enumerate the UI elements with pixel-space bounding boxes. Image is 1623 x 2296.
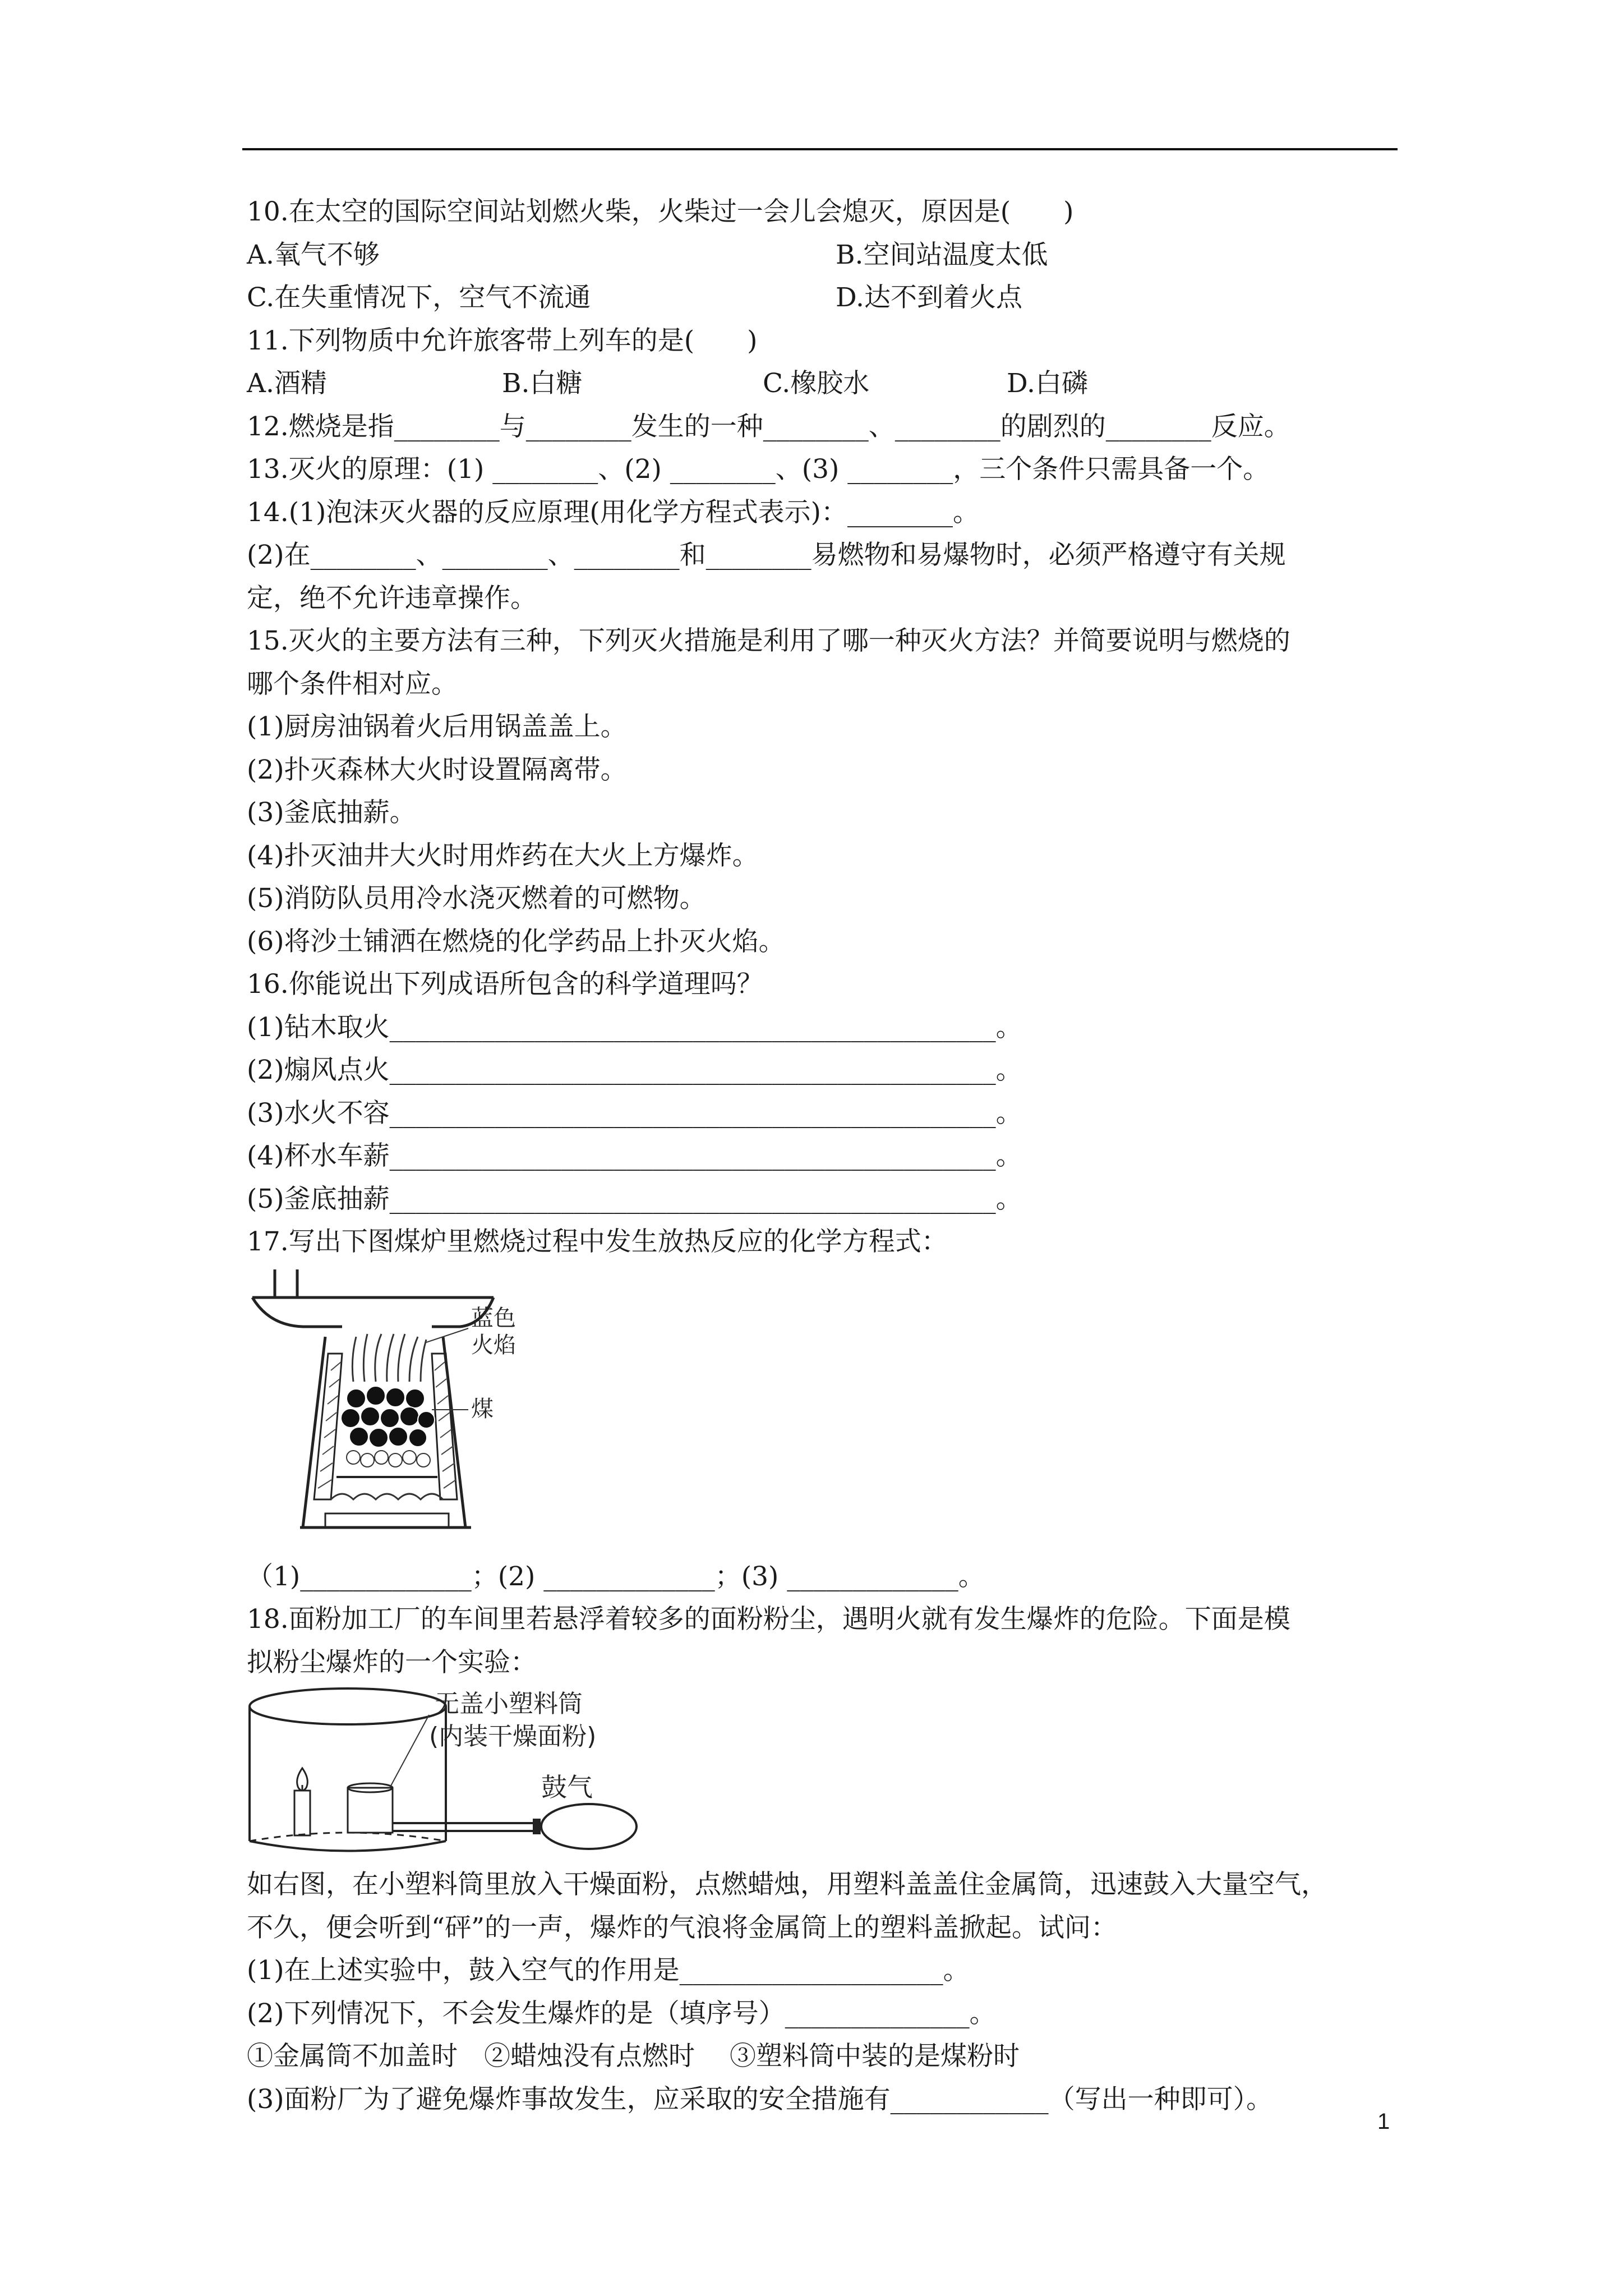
q18-part1: (1)在上述实验中，鼓入空气的作用是____________________。	[247, 1955, 970, 1986]
q18-desc2: 不久，便会听到“砰”的一声，爆炸的气浪将金属筒上的塑料盖掀起。试问：	[247, 1912, 1118, 1943]
q15-item: (4)扑灭油井大火时用炸药在大火上方爆炸。	[247, 840, 759, 871]
dust-explosion-figure	[247, 1684, 1402, 1864]
q10-option-a: A.氧气不够	[247, 239, 380, 270]
label-blue-flame-1: 蓝色	[471, 1305, 516, 1331]
q17-answer-line: （1)_____________；(2) _____________；(3) _____________。	[247, 1561, 985, 1592]
q15-item: (1)厨房油锅着火后用锅盖盖上。	[247, 711, 627, 742]
worksheet	[247, 191, 1402, 2121]
q10-stem: 10.在太空的国际空间站划燃火柴，火柴过一会儿会熄灭，原因是( )	[247, 196, 1074, 227]
label-plastic-can-2: (内装干燥面粉)	[429, 1722, 597, 1751]
q16-stem: 16.你能说出下列成语所包含的科学道理吗？	[247, 969, 763, 1000]
q14-part1: 14.(1)泡沫灭火器的反应原理(用化学方程式表示)：________。	[247, 496, 979, 528]
q15-item: (5)消防队员用冷水浇灭燃着的可燃物。	[247, 883, 706, 914]
q11-option-a: A.酒精	[247, 368, 327, 399]
q15-stem1: 15.灭火的主要方法有三种，下列灭火措施是利用了哪一种灭火方法？并简要说明与燃烧的	[247, 625, 1290, 656]
q10-option-d: D.达不到着火点	[836, 282, 1022, 313]
q16-item: (2)煽风点火______________________________________________。	[247, 1055, 1022, 1085]
q14-part2b: 定，绝不允许违章操作。	[247, 582, 537, 614]
q10-option-c: C.在失重情况下，空气不流通	[247, 282, 591, 313]
q15-item: (6)将沙土铺洒在燃烧的化学药品上扑灭火焰。	[247, 926, 785, 957]
q14-part2a: (2)在________、________、________和________易燃物和易爆物时，必须严格遵守有关规	[247, 540, 1286, 570]
q11-options	[247, 362, 1402, 406]
q16-item: (5)釜底抽薪______________________________________________。	[247, 1183, 1022, 1214]
q18-stem1: 18.面粉加工厂的车间里若悬浮着较多的面粉粉尘，遇明火就有发生爆炸的危险。下面是模	[247, 1604, 1290, 1635]
q12: 12.燃烧是指________与________发生的一种________、________的剧烈的________反应。	[247, 411, 1290, 442]
q18-part2: (2)下列情况下，不会发生爆炸的是（填序号）______________。	[247, 1998, 996, 2029]
page-number: 1	[1377, 2109, 1390, 2134]
q18-part2-options: ①金属筒不加盖时 ②蜡烛没有点燃时 ③塑料筒中装的是煤粉时	[247, 2041, 1020, 2072]
q17-stem: 17.写出下图煤炉里燃烧过程中发生放热反应的化学方程式：	[247, 1226, 948, 1257]
q11-option-c: C.橡胶水	[763, 368, 870, 399]
q18-part3: (3)面粉厂为了避免爆炸事故发生，应采取的安全措施有____________（写出一种即可）。	[247, 2083, 1273, 2115]
coal-stove-diagram	[247, 1264, 695, 1556]
q16-item: (4)杯水车薪______________________________________________。	[247, 1140, 1022, 1171]
q11-option-d: D.白磷	[1007, 368, 1088, 399]
q10-options-row1	[247, 234, 1402, 277]
q18-desc1: 如右图，在小塑料筒里放入干燥面粉，点燃蜡烛，用塑料盖盖住金属筒，迅速鼓入大量空气，	[247, 1869, 1327, 1900]
q16-item: (1)钻木取火______________________________________________。	[247, 1011, 1022, 1043]
label-plastic-can-1: 无盖小塑料筒	[435, 1690, 583, 1718]
q13: 13.灭火的原理：(1) ________、(2) ________、(3) ________，三个条件只需具备一个。	[247, 454, 1270, 485]
q10-option-b: B.空间站温度太低	[836, 239, 1048, 270]
dust-explosion-diagram	[247, 1684, 751, 1864]
label-blow: 鼓气	[541, 1772, 593, 1802]
label-blue-flame-2: 火焰	[471, 1332, 516, 1358]
q16-item: (3)水火不容______________________________________________。	[247, 1097, 1022, 1129]
label-coal: 煤	[471, 1396, 494, 1422]
q15-item: (2)扑灭森林大火时设置隔离带。	[247, 754, 627, 785]
q11-stem: 11.下列物质中允许旅客带上列车的是( )	[247, 325, 758, 356]
q15-stem2: 哪个条件相对应。	[247, 668, 458, 700]
q11-option-b: B.白糖	[502, 368, 583, 399]
header-rule	[242, 148, 1398, 150]
q15-item: (3)釜底抽薪。	[247, 797, 416, 828]
q18-stem2: 拟粉尘爆炸的一个实验：	[247, 1646, 537, 1678]
coal-stove-figure	[247, 1264, 1402, 1556]
q10-options-row2	[247, 277, 1402, 320]
